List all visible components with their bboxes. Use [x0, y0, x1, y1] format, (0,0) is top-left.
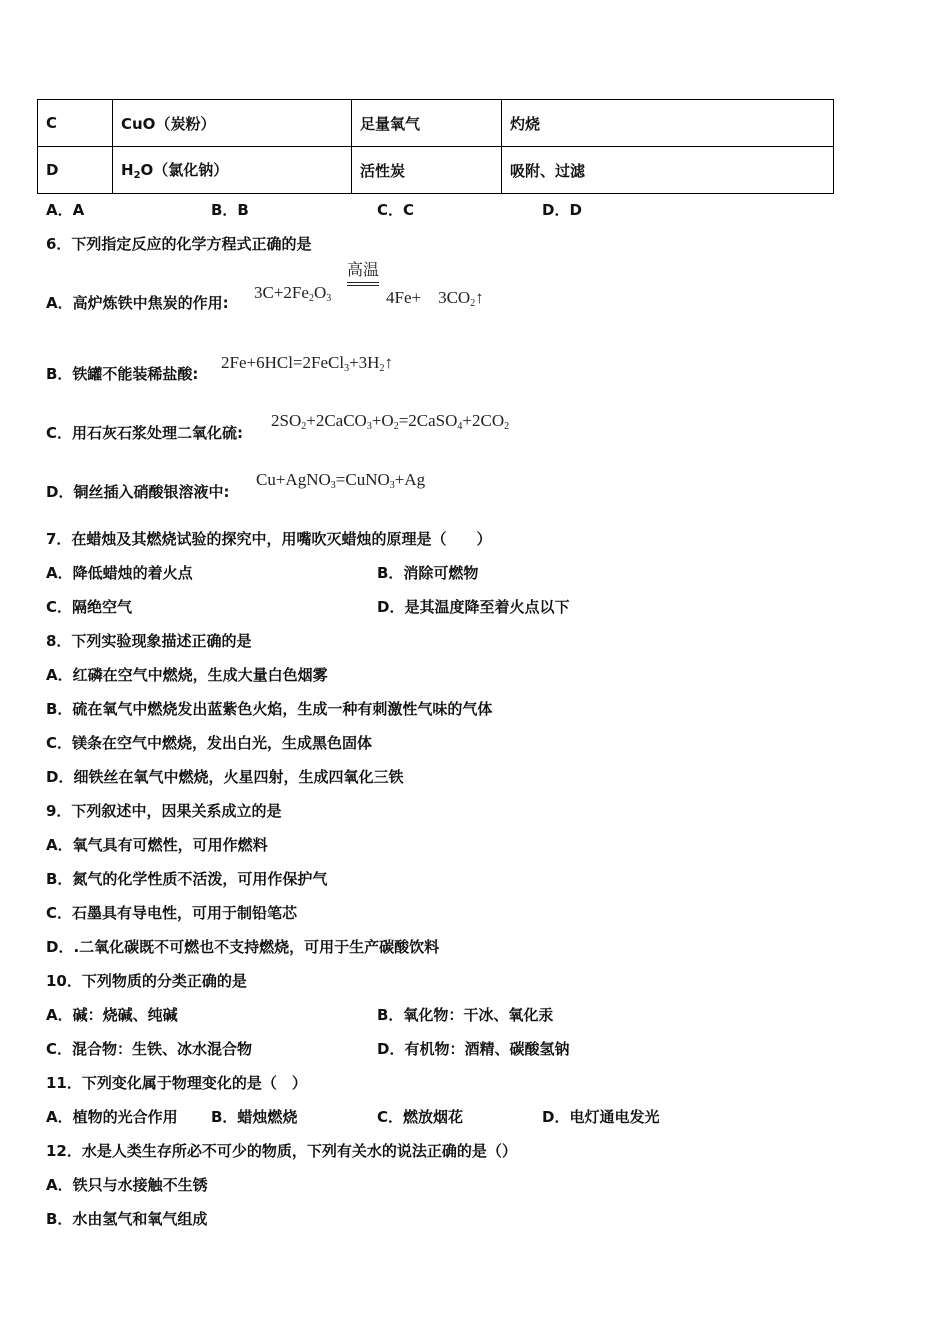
q11-option-b: B．蜡烛燃烧 [211, 1108, 298, 1126]
q5-option-c: C．C [377, 201, 415, 219]
q11-option-d: D．电灯通电发光 [542, 1108, 660, 1126]
q5-option-b: B．B [211, 201, 249, 219]
q10-stem: 10．下列物质的分类正确的是 [46, 972, 247, 990]
q11-option-a: A．植物的光合作用 [46, 1108, 178, 1126]
q10-option-b: B．氧化物：干冰、氧化汞 [377, 1006, 554, 1024]
q9-option-c: C．石墨具有导电性，可用于制铅笔芯 [46, 904, 298, 922]
q5-option-d: D．D [542, 201, 582, 219]
q9-option-a: A．氧气具有可燃性，可用作燃料 [46, 836, 268, 854]
q8-option-b: B．硫在氧气中燃烧发出蓝紫色火焰，生成一种有刺激性气味的气体 [46, 700, 493, 718]
substance-cell: CuO（炭粉） [113, 100, 352, 147]
q7-option-b: B．消除可燃物 [377, 564, 479, 582]
q6-option-b-equation: $2Fe+6HCl=2FeCl_3+3H_2↑$ [221, 353, 393, 374]
reagent-cell: 足量氧气 [352, 100, 502, 147]
table-row [38, 100, 834, 147]
q7-option-a: A．降低蜡烛的着火点 [46, 564, 193, 582]
q8-option-c: C．镁条在空气中燃烧，发出白光，生成黑色固体 [46, 734, 373, 752]
q10-option-c: C．混合物：生铁、冰水混合物 [46, 1040, 253, 1058]
q6-stem: 6．下列指定反应的化学方程式正确的是 [46, 235, 312, 253]
row-id: C [38, 100, 113, 147]
q7-stem: 7．在蜡烛及其燃烧试验的探究中，用嘴吹灭蜡烛的原理是（ ） [46, 530, 492, 548]
q8-option-a: A．红磷在空气中燃烧，生成大量白色烟雾 [46, 666, 328, 684]
q11-stem: 11．下列变化属于物理变化的是（ ） [46, 1074, 307, 1092]
row-id: D [38, 147, 113, 194]
method-cell: 灼烧 [502, 100, 834, 147]
q12-stem: 12．水是人类生存所必不可少的物质，下列有关水的说法正确的是（） [46, 1142, 517, 1160]
q6-option-c-label: C．用石灰石浆处理二氧化硫: [46, 424, 244, 442]
method-cell: 吸附、过滤 [502, 147, 834, 194]
q6-option-a-equation: $3C+2Fe_2O_3$ [254, 283, 332, 304]
q7-option-d: D．是其温度降至着火点以下 [377, 598, 570, 616]
q12-option-b: B．水由氢气和氧气组成 [46, 1210, 208, 1228]
q9-option-b: B．氮气的化学性质不活泼，可用作保护气 [46, 870, 328, 888]
reagent-cell: 活性炭 [352, 147, 502, 194]
q9-option-d: D．.二氧化碳既不可燃也不支持燃烧，可用于生产碳酸饮料 [46, 938, 440, 956]
q10-option-d: D．有机物：酒精、碳酸氢钠 [377, 1040, 570, 1058]
q8-option-d: D．细铁丝在氧气中燃烧，火星四射，生成四氧化三铁 [46, 768, 404, 786]
substance-cell: $H_2O$（氯化钠） [113, 147, 352, 194]
table-row [38, 147, 834, 194]
q6-option-d-label: D．铜丝插入硝酸银溶液中: [46, 483, 230, 501]
q6-option-b-label: B．铁罐不能装稀盐酸: [46, 365, 199, 383]
reaction-condition: 高温 [347, 262, 379, 286]
q11-option-c: C．燃放烟花 [377, 1108, 464, 1126]
separation-table [37, 99, 834, 194]
q10-option-a: A．碱：烧碱、纯碱 [46, 1006, 178, 1024]
q5-option-a: A．A [46, 201, 85, 219]
double-equals-sign [347, 282, 379, 286]
q12-option-a: A．铁只与水接触不生锈 [46, 1176, 208, 1194]
q8-stem: 8．下列实验现象描述正确的是 [46, 632, 252, 650]
q7-option-c: C．隔绝空气 [46, 598, 133, 616]
q6-option-a-label: A．高炉炼铁中焦炭的作用: [46, 294, 229, 312]
q6-option-c-equation: $2SO_2+2CaCO_3+O_2=2CaSO_4+2CO_2$ [271, 411, 510, 432]
q6-option-d-equation: Cu+AgNO$_3$=CuNO$_3$+Ag [256, 470, 426, 491]
q6-option-a-products: 4Fe+ $3CO_2↑$ [386, 288, 484, 309]
q9-stem: 9．下列叙述中，因果关系成立的是 [46, 802, 282, 820]
